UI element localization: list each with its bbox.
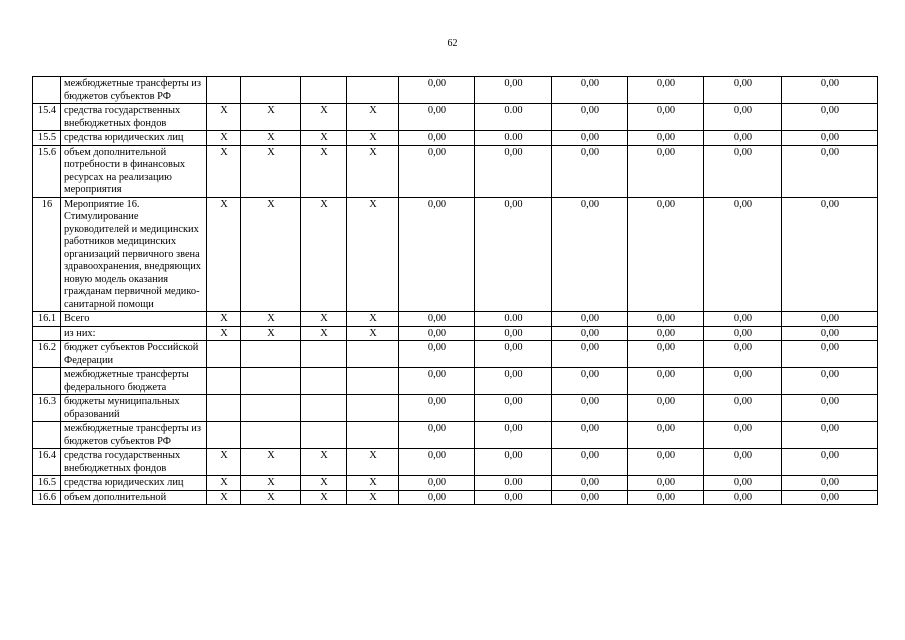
value-cell: 0,00 <box>399 312 475 327</box>
value-cell: 0,00 <box>628 449 704 476</box>
value-cell: 0,00 <box>475 449 552 476</box>
marker-cell <box>301 395 347 422</box>
row-number-cell: 16.6 <box>33 490 61 505</box>
value-cell: 0,00 <box>704 422 782 449</box>
value-cell: 0,00 <box>704 131 782 146</box>
value-cell: 0,00 <box>782 312 878 327</box>
table-row <box>33 395 878 422</box>
marker-cell: X <box>207 197 241 312</box>
marker-cell: X <box>207 476 241 491</box>
value-cell: 0,00 <box>399 131 475 146</box>
value-cell: 0,00 <box>475 368 552 395</box>
marker-cell <box>241 395 301 422</box>
value-cell: 0,00 <box>399 104 475 131</box>
marker-cell <box>207 368 241 395</box>
marker-cell: X <box>301 449 347 476</box>
marker-cell: X <box>347 131 399 146</box>
value-cell: 0,00 <box>475 341 552 368</box>
value-cell: 0,00 <box>628 341 704 368</box>
value-cell: 0,00 <box>475 326 552 341</box>
row-number-cell: 16.2 <box>33 341 61 368</box>
value-cell: 0,00 <box>628 422 704 449</box>
marker-cell: X <box>241 476 301 491</box>
value-cell: 0,00 <box>782 341 878 368</box>
row-number-cell: 15.5 <box>33 131 61 146</box>
value-cell: 0,00 <box>628 77 704 104</box>
value-cell: 0,00 <box>552 104 628 131</box>
row-number-cell: 16 <box>33 197 61 312</box>
marker-cell: X <box>347 312 399 327</box>
value-cell: 0,00 <box>782 131 878 146</box>
marker-cell <box>207 422 241 449</box>
row-name-cell: межбюджетные трансферты федерального бюджета <box>61 368 207 395</box>
value-cell: 0,00 <box>399 368 475 395</box>
value-cell: 0,00 <box>628 131 704 146</box>
table-row <box>33 422 878 449</box>
value-cell: 0,00 <box>704 368 782 395</box>
value-cell: 0,00 <box>782 197 878 312</box>
row-name-cell: средства юридических лиц <box>61 476 207 491</box>
row-number-cell <box>33 77 61 104</box>
value-cell: 0,00 <box>782 395 878 422</box>
marker-cell: X <box>241 131 301 146</box>
row-name-cell: межбюджетные трансферты из бюджетов субъектов РФ <box>61 77 207 104</box>
row-name-cell: объем дополнительной потребности в финансовых ресурсах на реализацию мероприятия <box>61 145 207 197</box>
page-number: 62 <box>447 38 458 49</box>
value-cell: 0,00 <box>704 104 782 131</box>
value-cell: 0,00 <box>782 368 878 395</box>
value-cell: 0,00 <box>628 104 704 131</box>
value-cell: 0,00 <box>552 77 628 104</box>
marker-cell: X <box>347 104 399 131</box>
row-number-cell: 15.4 <box>33 104 61 131</box>
value-cell: 0,00 <box>399 341 475 368</box>
marker-cell: X <box>301 197 347 312</box>
marker-cell <box>347 422 399 449</box>
marker-cell: X <box>347 449 399 476</box>
row-name-cell: средства юридических лиц <box>61 131 207 146</box>
value-cell: 0,00 <box>628 197 704 312</box>
value-cell: 0.00 <box>475 476 552 491</box>
value-cell: 0,00 <box>782 422 878 449</box>
value-cell: 0,00 <box>628 476 704 491</box>
value-cell: 0,00 <box>704 341 782 368</box>
table-row <box>33 77 878 104</box>
marker-cell <box>347 77 399 104</box>
row-number-cell: 16.1 <box>33 312 61 327</box>
marker-cell <box>347 368 399 395</box>
marker-cell: X <box>347 326 399 341</box>
value-cell: 0,00 <box>628 145 704 197</box>
marker-cell: X <box>347 197 399 312</box>
row-name-cell: Мероприятие 16. Стимулирование руководителей и медицинских работников медицинских организаций первичного звена здравоохранения, внедряющих новую модель оказания гражданам первичной медико-санитарной помощи <box>61 197 207 312</box>
row-number-cell: 16.4 <box>33 449 61 476</box>
value-cell: 0,00 <box>399 145 475 197</box>
value-cell: 0,00 <box>782 77 878 104</box>
marker-cell: X <box>301 312 347 327</box>
value-cell: 0,00 <box>399 77 475 104</box>
value-cell: 0,00 <box>782 326 878 341</box>
marker-cell: X <box>301 145 347 197</box>
value-cell: 0,00 <box>552 368 628 395</box>
marker-cell: X <box>241 312 301 327</box>
marker-cell <box>207 77 241 104</box>
row-number-cell <box>33 368 61 395</box>
value-cell: 0,00 <box>399 326 475 341</box>
table-row <box>33 368 878 395</box>
marker-cell: X <box>207 145 241 197</box>
row-number-cell <box>33 326 61 341</box>
value-cell: 0,00 <box>475 422 552 449</box>
marker-cell: X <box>207 490 241 505</box>
row-name-cell: средства государственных внебюджетных фондов <box>61 449 207 476</box>
value-cell: 0,00 <box>704 326 782 341</box>
marker-cell <box>207 395 241 422</box>
table-row <box>33 476 878 491</box>
value-cell: 0,00 <box>552 476 628 491</box>
value-cell: 0.00 <box>475 131 552 146</box>
marker-cell: X <box>241 326 301 341</box>
marker-cell <box>241 341 301 368</box>
value-cell: 0,00 <box>552 422 628 449</box>
value-cell: 0,00 <box>782 476 878 491</box>
value-cell: 0,00 <box>475 197 552 312</box>
table-row <box>33 326 878 341</box>
marker-cell <box>241 77 301 104</box>
marker-cell <box>347 395 399 422</box>
value-cell: 0,00 <box>475 395 552 422</box>
value-cell: 0,00 <box>399 449 475 476</box>
row-number-cell: 16.5 <box>33 476 61 491</box>
marker-cell: X <box>207 312 241 327</box>
marker-cell: X <box>207 449 241 476</box>
row-number-cell <box>33 422 61 449</box>
marker-cell: X <box>301 476 347 491</box>
marker-cell <box>301 77 347 104</box>
value-cell: 0,00 <box>782 449 878 476</box>
row-name-cell: Всего <box>61 312 207 327</box>
marker-cell: X <box>347 490 399 505</box>
value-cell: 0,00 <box>399 197 475 312</box>
marker-cell: X <box>207 326 241 341</box>
row-name-cell: межбюджетные трансферты из бюджетов субъектов РФ <box>61 422 207 449</box>
value-cell: 0,00 <box>552 490 628 505</box>
value-cell: 0,00 <box>704 395 782 422</box>
row-name-cell: бюджет субъектов Российской Федерации <box>61 341 207 368</box>
marker-cell: X <box>347 145 399 197</box>
value-cell: 0,00 <box>782 490 878 505</box>
value-cell: 0,00 <box>552 449 628 476</box>
value-cell: 0,00 <box>704 145 782 197</box>
marker-cell: X <box>241 449 301 476</box>
row-name-cell: средства государственных внебюджетных фондов <box>61 104 207 131</box>
value-cell: 0,00 <box>399 422 475 449</box>
marker-cell <box>301 422 347 449</box>
value-cell: 0,00 <box>475 490 552 505</box>
table-row <box>33 197 878 312</box>
marker-cell <box>241 422 301 449</box>
value-cell: 0,00 <box>704 490 782 505</box>
value-cell: 0,00 <box>704 312 782 327</box>
marker-cell: X <box>301 326 347 341</box>
marker-cell: X <box>241 104 301 131</box>
marker-cell: X <box>347 476 399 491</box>
row-name-cell: из них: <box>61 326 207 341</box>
value-cell: 0,00 <box>628 312 704 327</box>
value-cell: 0,00 <box>782 145 878 197</box>
value-cell: 0,00 <box>475 145 552 197</box>
marker-cell <box>301 368 347 395</box>
value-cell: 0.00 <box>475 312 552 327</box>
value-cell: 0,00 <box>552 197 628 312</box>
marker-cell <box>347 341 399 368</box>
marker-cell <box>241 368 301 395</box>
table-row <box>33 449 878 476</box>
marker-cell <box>207 341 241 368</box>
value-cell: 0,00 <box>399 476 475 491</box>
value-cell: 0,00 <box>704 77 782 104</box>
marker-cell: X <box>207 131 241 146</box>
row-number-cell: 16.3 <box>33 395 61 422</box>
row-name-cell: бюджеты муниципальных образований <box>61 395 207 422</box>
value-cell: 0.00 <box>475 104 552 131</box>
value-cell: 0,00 <box>628 490 704 505</box>
value-cell: 0,00 <box>399 490 475 505</box>
marker-cell: X <box>241 490 301 505</box>
value-cell: 0,00 <box>552 131 628 146</box>
table-row <box>33 145 878 197</box>
table-row <box>33 341 878 368</box>
marker-cell: X <box>301 490 347 505</box>
value-cell: 0,00 <box>552 312 628 327</box>
marker-cell <box>301 341 347 368</box>
marker-cell: X <box>241 197 301 312</box>
value-cell: 0,00 <box>399 395 475 422</box>
table-row <box>33 104 878 131</box>
row-number-cell: 15.6 <box>33 145 61 197</box>
marker-cell: X <box>241 145 301 197</box>
value-cell: 0,00 <box>552 145 628 197</box>
table-row <box>33 312 878 327</box>
marker-cell: X <box>207 104 241 131</box>
value-cell: 0,00 <box>552 395 628 422</box>
marker-cell: X <box>301 131 347 146</box>
marker-cell: X <box>301 104 347 131</box>
value-cell: 0,00 <box>552 326 628 341</box>
funding-table <box>32 76 878 505</box>
value-cell: 0,00 <box>475 77 552 104</box>
value-cell: 0,00 <box>782 104 878 131</box>
value-cell: 0,00 <box>704 449 782 476</box>
value-cell: 0,00 <box>552 341 628 368</box>
value-cell: 0,00 <box>628 368 704 395</box>
value-cell: 0,00 <box>628 395 704 422</box>
table-row <box>33 490 878 505</box>
value-cell: 0,00 <box>704 476 782 491</box>
row-name-cell: объем дополнительной <box>61 490 207 505</box>
table-body <box>33 77 878 505</box>
value-cell: 0,00 <box>628 326 704 341</box>
table-row <box>33 131 878 146</box>
value-cell: 0,00 <box>704 197 782 312</box>
